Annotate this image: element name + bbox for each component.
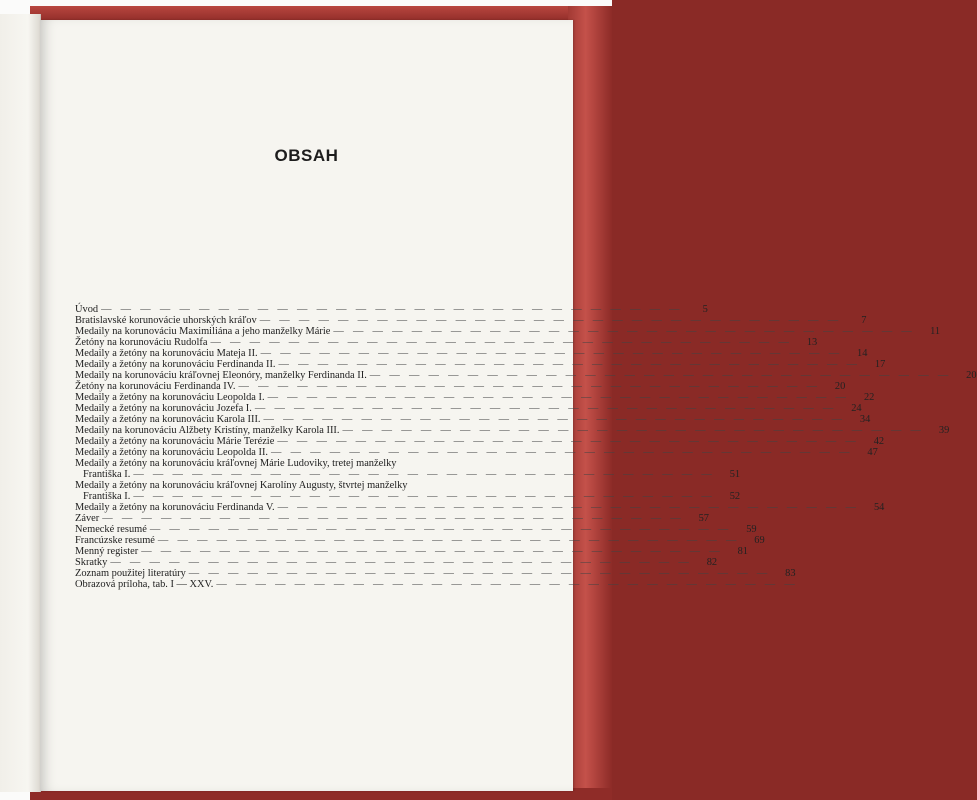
toc-entry [75, 392, 875, 403]
toc-page-number: 13 [806, 337, 818, 348]
toc-entry [75, 513, 709, 524]
toc-entry [75, 304, 708, 315]
toc-leader-dashes: — — — — — — — — — — — — — — — — — — — — — — — — — — — — — — [333, 326, 916, 337]
toc-leader-dashes: — — — — — — — — — — — — — — — — — — — — — — — — — — — — — — [271, 447, 853, 458]
toc-page-number: 59 [746, 524, 757, 535]
toc-entry [75, 535, 765, 546]
toc-leader-dashes: — — — — — — — — — — — — — — — — — — — — — — — — — — — — — — [369, 370, 952, 381]
toc-page-number: 42 [873, 436, 885, 447]
toc-page-number: 39 [938, 425, 950, 436]
toc-entry [75, 337, 818, 348]
toc-entry-title: Obrazová príloha, tab. I — XXV. [75, 579, 214, 590]
toc-entry-title: Medaily a žetóny na korunováciu Ferdinanda V. [75, 502, 275, 513]
toc-entry-title: Medaily a žetóny na korunováciu Leopolda I. [75, 392, 265, 403]
toc-page-number: 20 [834, 381, 846, 392]
toc-entry-title-continuation: Františka I. [83, 491, 131, 502]
toc-leader-dashes: — — — — — — — — — — — — — — — — — — — — — — — — — — — — — — [149, 524, 732, 535]
toc-entry [75, 579, 799, 590]
toc-page-number: 83 [785, 568, 796, 579]
toc-entry-title: Skratky [75, 557, 108, 568]
toc-entry [75, 403, 862, 414]
toc-leader-dashes: — — — — — — — — — — — — — — — — — — — — — — — — — — — — — — [342, 425, 925, 436]
toc-entry-title: Medaily a žetóny na korunováciu kráľovnej Karolíny Augusty, štvrtej manželky [75, 480, 408, 491]
toc-entry [75, 458, 741, 480]
toc-entry-title: Zoznam použitej literatúry [75, 568, 186, 579]
toc-leader-dashes: — — — — — — — — — — — — — — — — — — — — — — — — — — — — — — [102, 513, 684, 524]
page-title: OBSAH [274, 146, 339, 165]
toc-entry-title: Záver [75, 513, 100, 524]
toc-entry [75, 359, 886, 370]
toc-page-number: 52 [729, 491, 741, 502]
toc-entry [75, 546, 748, 557]
toc-entry-title: Bratislavské korunovácie uhorských kráľov [75, 315, 257, 326]
toc-leader-dashes: — — — — — — — — — — — — — — — — — — — — — — — — — — — — — — [101, 304, 683, 315]
toc-leader-dashes: — — — — — — — — — — — — — — — — — — — — — — — — — — — — — — [210, 337, 793, 348]
toc-leader-dashes: — — — — — — — — — — — — — — — — — — — — — — — — — — — — — — [278, 359, 861, 370]
toc-page-number: 82 [706, 557, 718, 568]
toc-leader-dashes: — — — — — — — — — — — — — — — — — — — — — — — — — — — — — — [188, 568, 771, 579]
toc-entry [75, 315, 867, 326]
toc-entry-title: Menný register [75, 546, 139, 557]
toc-entry [75, 524, 757, 535]
toc-page-number: 34 [859, 414, 871, 425]
toc-entry [75, 348, 868, 359]
toc-entry-title: Medaily a žetóny na korunováciu Karola III. [75, 414, 261, 425]
toc-leader-dashes: — — — — — — — — — — — — — — — — — — — — — — — — — — — — — — [157, 535, 740, 546]
toc-entry-title: Nemecké resumé [75, 524, 147, 535]
toc-leader-dashes: — — — — — — — — — — — — — — — — — — — — — — — — — — — — — — [277, 436, 860, 447]
toc-entry-title: Medaily na korunováciu Alžbety Kristíny, manželky Karola III. [75, 425, 340, 436]
toc-page-number: 20 [966, 370, 977, 381]
toc-entry [75, 326, 941, 337]
toc-entry [75, 568, 796, 579]
toc-page-number: 17 [874, 359, 886, 370]
toc-page-number: 69 [754, 535, 765, 546]
toc-leader-dashes: — — — — — — — — — — — — — — — — — — — — — — — — — — — — — — [238, 381, 821, 392]
table-of-contents [75, 304, 977, 590]
toc-page-number: 51 [729, 469, 741, 480]
toc-entry-title: Francúzske resumé [75, 535, 155, 546]
toc-entry [75, 480, 741, 502]
toc-page-number: 54 [873, 502, 885, 513]
toc-leader-dashes: — — — — — — — — — — — — — — — — — — — — — — — — — — — — — — [259, 315, 842, 326]
toc-page-number: 81 [737, 546, 748, 557]
toc-entry-title-continuation: Františka I. [83, 469, 131, 480]
toc-entry-title: Medaily na korunováciu Maximiliána a jeho manželky Márie [75, 326, 331, 337]
toc-page-number: 57 [698, 513, 709, 524]
toc-leader-dashes: — — — — — — — — — — — — — — — — — — — — — — — — — — — — — — [260, 348, 843, 359]
toc-page-number: 7 [861, 315, 867, 326]
toc-page-number: 5 [702, 304, 708, 315]
toc-leader-dashes: — — — — — — — — — — — — — — — — — — — — — — — — — — — — — — [277, 502, 860, 513]
toc-entry-title: Medaily a žetóny na korunováciu Jozefa I. [75, 403, 252, 414]
toc-entry-title: Medaily a žetóny na korunováciu Ferdinanda II. [75, 359, 276, 370]
toc-entry [75, 447, 878, 458]
toc-leader-dashes: — — — — — — — — — — — — — — — — — — — — — — — — — — — — — — [110, 557, 693, 568]
toc-entry [75, 425, 950, 436]
toc-leader-dashes: — — — — — — — — — — — — — — — — — — — — — — — — — — — — — — [133, 469, 716, 480]
toc-entry-title: Žetóny na korunováciu Ferdinanda IV. [75, 381, 236, 392]
toc-entry [75, 502, 885, 513]
toc-leader-dashes: — — — — — — — — — — — — — — — — — — — — — — — — — — — — — — [263, 414, 846, 425]
toc-entry-title: Úvod [75, 304, 99, 315]
toc-entry-title: Medaily a žetóny na korunováciu kráľovnej Márie Ludoviky, tretej manželky [75, 458, 397, 469]
toc-entry [75, 370, 977, 381]
previous-page-edge [0, 14, 41, 792]
toc-entry [75, 436, 885, 447]
toc-page-number: 14 [857, 348, 868, 359]
toc-page-number: 22 [863, 392, 875, 403]
toc-entry-title: Medaily a žetóny na korunováciu Mateja II. [75, 348, 258, 359]
toc-leader-dashes: — — — — — — — — — — — — — — — — — — — — — — — — — — — — — — [267, 392, 850, 403]
toc-entry-title: Medaily na korunováciu kráľovnej Eleonóry, manželky Ferdinanda II. [75, 370, 367, 381]
toc-entry [75, 414, 871, 425]
toc-entry-title: Žetóny na korunováciu Rudolfa [75, 337, 208, 348]
toc-page-number: 47 [867, 447, 878, 458]
toc-leader-dashes: — — — — — — — — — — — — — — — — — — — — — — — — — — — — — — [216, 579, 799, 590]
toc-leader-dashes: — — — — — — — — — — — — — — — — — — — — — — — — — — — — — — [141, 546, 723, 557]
toc-entry [75, 557, 718, 568]
toc-page-number: 11 [930, 326, 941, 337]
contents-page [40, 20, 977, 791]
toc-entry-title: Medaily a žetóny na korunováciu Márie Terézie [75, 436, 275, 447]
toc-entry-title: Medaily a žetóny na korunováciu Leopolda II. [75, 447, 269, 458]
toc-leader-dashes: — — — — — — — — — — — — — — — — — — — — — — — — — — — — — — [133, 491, 716, 502]
toc-leader-dashes: — — — — — — — — — — — — — — — — — — — — — — — — — — — — — — [254, 403, 837, 414]
toc-page-number: 24 [851, 403, 862, 414]
toc-entry [75, 381, 846, 392]
